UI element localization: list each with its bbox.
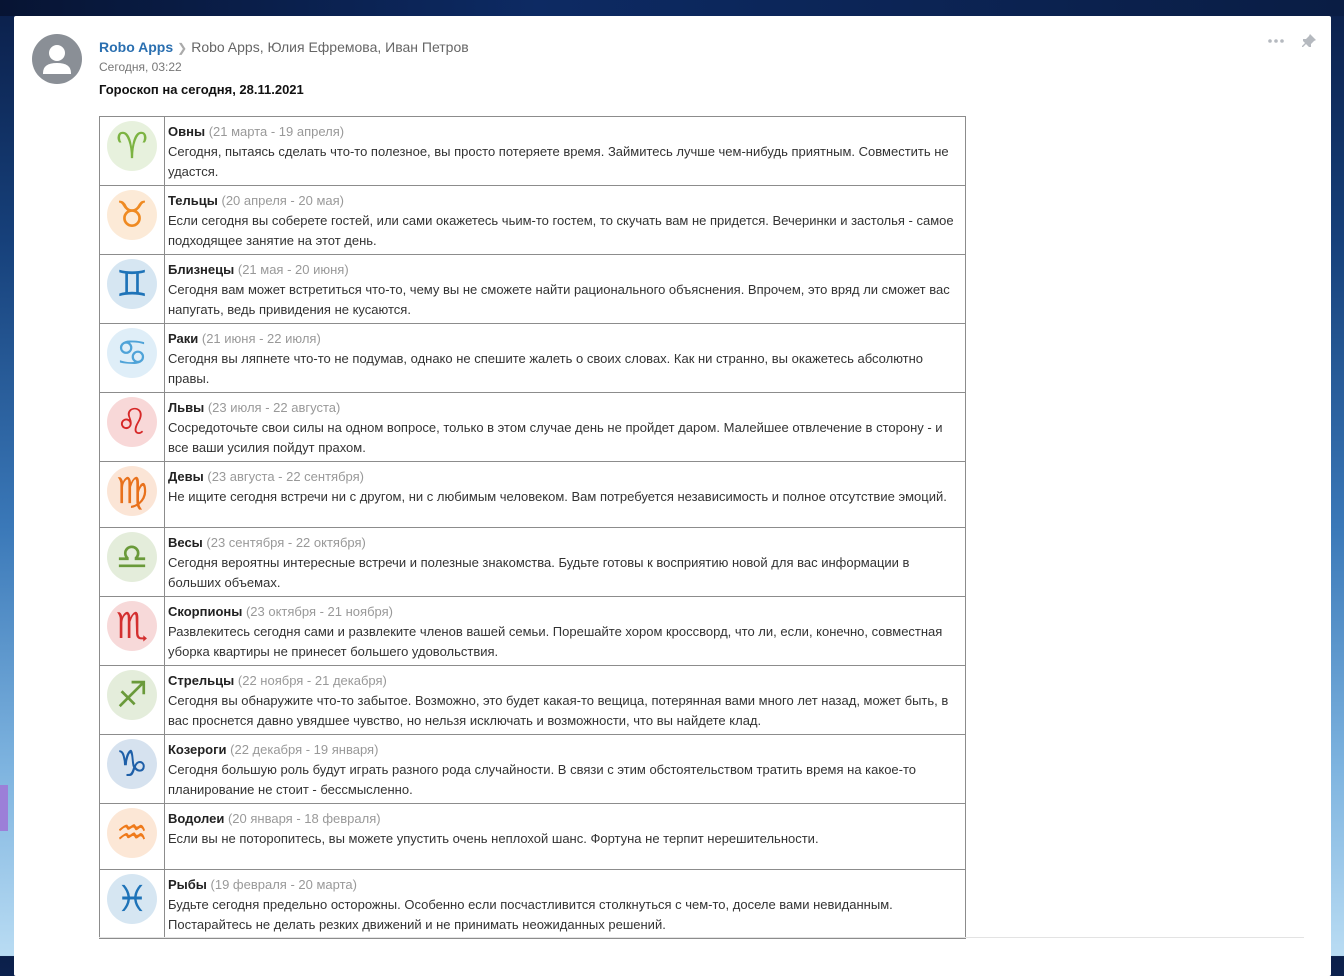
zodiac-image-cell	[100, 255, 165, 324]
sign-name: Тельцы	[168, 193, 218, 208]
sign-text: Сегодня вы ляпнете что-то не подумав, однако не спешите жалеть о своих словах. Как ни странно, вы окажетесь абсолютно правы.	[168, 351, 924, 386]
sign-description-cell	[165, 117, 966, 186]
sign-description-cell	[165, 528, 966, 597]
table-row	[100, 804, 966, 870]
zodiac-image-cell	[100, 117, 165, 186]
sign-name: Водолеи	[168, 811, 225, 826]
avatar	[32, 34, 82, 84]
sign-description-cell	[165, 462, 966, 528]
sign-text: Сегодня большую роль будут играть разного рода случайности. В связи с этим обстоятельством тратить время на какое-то планирование не стоит - бессмысленно.	[168, 762, 917, 797]
message-toolbar	[1267, 33, 1317, 53]
horoscope-table	[99, 116, 966, 939]
svg-text:♎: ♎	[115, 537, 149, 578]
user-silhouette-icon	[32, 34, 82, 84]
svg-text:♉: ♉	[115, 195, 149, 236]
table-row	[100, 870, 966, 939]
sign-name: Скорпионы	[168, 604, 243, 619]
table-row	[100, 735, 966, 804]
zodiac-icon	[103, 117, 161, 175]
sign-description-cell	[165, 870, 966, 939]
zodiac-icon	[103, 804, 161, 862]
sign-text: Сегодня, пытаясь сделать что-то полезное, вы просто потеряете время. Займитесь лучше чем-нибудь приятным. Совместить не удастся.	[168, 144, 949, 179]
sign-description-cell	[165, 597, 966, 666]
table-row	[100, 255, 966, 324]
sign-dates: (23 октября - 21 ноября)	[245, 604, 393, 619]
sender-name[interactable]: Robo Apps	[99, 39, 174, 55]
sign-text: Сосредоточьте свои силы на одном вопросе, только в этом случае день не пройдет даром. Малейшее отвлечение в сторону - и все ваши усилия пойдут прахом.	[168, 420, 943, 455]
table-row	[100, 462, 966, 528]
table-row	[100, 186, 966, 255]
zodiac-icon	[103, 870, 161, 928]
table-row	[100, 666, 966, 735]
table-row	[100, 393, 966, 462]
sign-name: Девы	[168, 469, 204, 484]
zodiac-image-cell	[100, 462, 165, 528]
zodiac-image-cell	[100, 804, 165, 870]
recipients[interactable]: Robo Apps, Юлия Ефремова, Иван Петров	[191, 39, 469, 55]
svg-text:♏: ♏	[115, 606, 149, 647]
message-header	[99, 39, 469, 55]
sign-description-cell	[165, 735, 966, 804]
sign-name: Овны	[168, 124, 206, 139]
zodiac-icon	[103, 735, 161, 793]
svg-text:♊: ♊	[115, 264, 149, 305]
sign-text: Сегодня вероятны интересные встречи и полезные знакомства. Будьте готовы к восприятию новой для вас информации в больших объемах.	[168, 555, 910, 590]
zodiac-icon	[103, 324, 161, 382]
svg-text:♍: ♍	[115, 471, 149, 512]
footer-divider	[99, 937, 1304, 938]
svg-text:♒: ♒	[115, 813, 149, 854]
desktop-background	[0, 0, 1344, 16]
sign-dates: (23 сентября - 22 октября)	[206, 535, 366, 550]
sign-text: Развлекитесь сегодня сами и развлеките членов вашей семьи. Порешайте хором кроссворд, что ли, если, конечно, совместная уборка квартиры не принесет большего удовольствия.	[168, 624, 943, 659]
table-row	[100, 597, 966, 666]
zodiac-image-cell	[100, 186, 165, 255]
sign-dates: (23 июля - 22 августа)	[207, 400, 341, 415]
sign-name: Раки	[168, 331, 199, 346]
zodiac-icon	[103, 186, 161, 244]
svg-text:♌: ♌	[115, 402, 149, 443]
zodiac-icon	[103, 666, 161, 724]
sign-text: Если сегодня вы соберете гостей, или сами окажетесь чьим-то гостем, то скучать вам не придется. Вечеринки и застолья - самое подходящее занятие на этот день.	[168, 213, 954, 248]
sign-dates: (20 апреля - 20 мая)	[221, 193, 344, 208]
sign-dates: (22 ноября - 21 декабря)	[237, 673, 387, 688]
sign-name: Весы	[168, 535, 203, 550]
message-subject: Гороскоп на сегодня, 28.11.2021	[99, 82, 304, 97]
zodiac-icon	[103, 462, 161, 520]
sign-dates: (20 января - 18 февраля)	[227, 811, 381, 826]
svg-text:♐: ♐	[115, 675, 149, 716]
message-date: Сегодня, 03:22	[99, 60, 182, 74]
svg-text:♓: ♓	[115, 879, 149, 920]
sign-dates: (21 марта - 19 апреля)	[208, 124, 345, 139]
table-row	[100, 528, 966, 597]
sign-text: Не ищите сегодня встречи ни с другом, ни с любимым человеком. Вам потребуется независимость и полное отсутствие эмоций.	[168, 489, 947, 504]
table-row	[100, 117, 966, 186]
zodiac-image-cell	[100, 597, 165, 666]
table-row	[100, 324, 966, 393]
zodiac-image-cell	[100, 735, 165, 804]
sign-dates: (21 июня - 22 июля)	[201, 331, 321, 346]
sign-description-cell	[165, 255, 966, 324]
sign-description-cell	[165, 666, 966, 735]
svg-text:♋: ♋	[115, 333, 149, 374]
sign-text: Будьте сегодня предельно осторожны. Особенно если посчастливится столкнуться с чем-то, доселе вами невиданным. Постарайтесь не делать резких движений и не принимать неожиданных решений.	[168, 897, 893, 932]
svg-text:♈: ♈	[115, 126, 149, 167]
sign-name: Козероги	[168, 742, 227, 757]
sign-text: Сегодня вам может встретиться что-то, чему вы не сможете найти рационального объяснения. Впрочем, это вряд ли сможет вас напугать, ведь привидения не кусаются.	[168, 282, 950, 317]
chevron-right-icon: ❯	[177, 41, 188, 55]
zodiac-icon	[103, 597, 161, 655]
sign-name: Львы	[168, 400, 205, 415]
sign-description-cell	[165, 393, 966, 462]
pin-icon[interactable]	[1301, 33, 1317, 53]
sign-dates: (19 февраля - 20 марта)	[210, 877, 357, 892]
sign-description-cell	[165, 804, 966, 870]
sign-name: Рыбы	[168, 877, 207, 892]
zodiac-image-cell	[100, 324, 165, 393]
sign-name: Стрельцы	[168, 673, 235, 688]
sign-text: Сегодня вы обнаружите что-то забытое. Возможно, это будет какая-то вещица, потерянная вами много лет назад, может быть, в вас проснется давно увядшее чувство, но нельзя исключать и возможности, что вы найдете клад.	[168, 693, 949, 728]
zodiac-icon	[103, 255, 161, 313]
zodiac-icon	[103, 528, 161, 586]
side-tab[interactable]	[0, 785, 8, 831]
svg-text:♑: ♑	[115, 744, 149, 785]
zodiac-image-cell	[100, 393, 165, 462]
sign-text: Если вы не поторопитесь, вы можете упустить очень неплохой шанс. Фортуна не терпит нерешительности.	[168, 831, 819, 846]
sign-dates: (21 мая - 20 июня)	[237, 262, 349, 277]
zodiac-icon	[103, 393, 161, 451]
zodiac-image-cell	[100, 528, 165, 597]
sign-description-cell	[165, 186, 966, 255]
zodiac-image-cell	[100, 666, 165, 735]
sign-dates: (23 августа - 22 сентября)	[207, 469, 364, 484]
zodiac-image-cell	[100, 870, 165, 939]
sign-name: Близнецы	[168, 262, 235, 277]
sign-dates: (22 декабря - 19 января)	[230, 742, 379, 757]
message-card	[14, 16, 1331, 976]
more-dots-icon[interactable]	[1267, 33, 1285, 53]
sign-description-cell	[165, 324, 966, 393]
